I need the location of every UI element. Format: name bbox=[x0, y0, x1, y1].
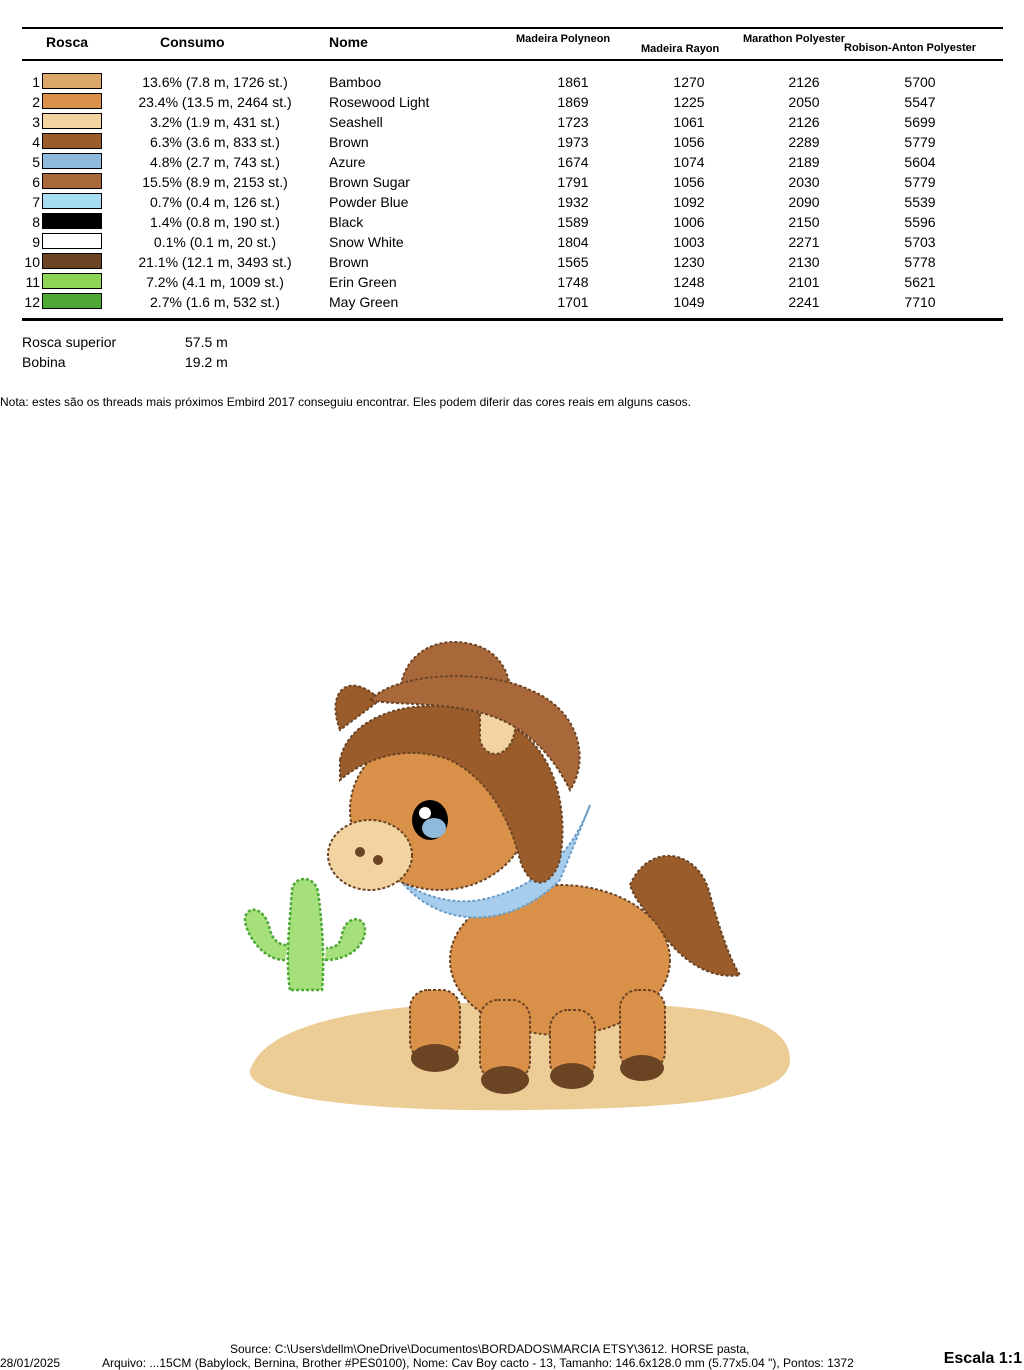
thread-consumption: 0.1% (0.1 m, 20 st.) bbox=[153, 234, 277, 250]
thread-name: Rosewood Light bbox=[329, 94, 430, 110]
robison-anton-code: 5700 bbox=[904, 74, 936, 90]
marathon-code: 2289 bbox=[788, 134, 820, 150]
color-swatch bbox=[42, 233, 102, 249]
thread-consumption: 13.6% (7.8 m, 1726 st.) bbox=[142, 74, 288, 90]
header-marathon-polyester: Marathon Polyester bbox=[743, 33, 846, 45]
thread-note: Nota: estes são os threads mais próximos Embird 2017 conseguiu encontrar. Eles podem diferir das cores reais em alguns casos. bbox=[0, 395, 692, 409]
pony-muzzle bbox=[328, 820, 412, 890]
robison-anton-code: 5703 bbox=[904, 234, 936, 250]
marathon-code: 2090 bbox=[788, 194, 820, 210]
color-swatch bbox=[42, 153, 102, 169]
robison-anton-code: 5779 bbox=[904, 134, 936, 150]
madeira-polyneon-code: 1869 bbox=[557, 94, 589, 110]
madeira-polyneon-code: 1589 bbox=[557, 214, 589, 230]
header-rule bbox=[22, 59, 1003, 61]
thread-consumption: 4.8% (2.7 m, 743 st.) bbox=[150, 154, 280, 170]
thread-name: Brown bbox=[329, 254, 369, 270]
marathon-code: 2126 bbox=[788, 74, 820, 90]
marathon-code: 2271 bbox=[788, 234, 820, 250]
robison-anton-code: 5596 bbox=[904, 214, 936, 230]
thread-consumption: 3.2% (1.9 m, 431 st.) bbox=[150, 114, 280, 130]
thread-row bbox=[0, 292, 1024, 312]
marathon-code: 2050 bbox=[788, 94, 820, 110]
thread-consumption: 1.4% (0.8 m, 190 st.) bbox=[150, 214, 280, 230]
madeira-polyneon-code: 1791 bbox=[557, 174, 589, 190]
thread-name: Snow White bbox=[329, 234, 404, 250]
madeira-polyneon-code: 1674 bbox=[557, 154, 589, 170]
color-swatch bbox=[42, 93, 102, 109]
madeira-polyneon-code: 1973 bbox=[557, 134, 589, 150]
robison-anton-code: 5778 bbox=[904, 254, 936, 270]
thread-number: 1 bbox=[32, 74, 40, 90]
thread-number: 3 bbox=[32, 114, 40, 130]
thread-row bbox=[0, 72, 1024, 92]
thread-number: 9 bbox=[32, 234, 40, 250]
bobbin-value: 19.2 m bbox=[185, 354, 228, 370]
thread-row bbox=[0, 192, 1024, 212]
robison-anton-code: 5539 bbox=[904, 194, 936, 210]
thread-name: Brown Sugar bbox=[329, 174, 410, 190]
robison-anton-code: 5604 bbox=[904, 154, 936, 170]
color-swatch bbox=[42, 113, 102, 129]
color-swatch bbox=[42, 253, 102, 269]
thread-row bbox=[0, 252, 1024, 272]
top-rule bbox=[22, 27, 1003, 29]
thread-row bbox=[0, 92, 1024, 112]
madeira-rayon-code: 1248 bbox=[673, 274, 705, 290]
color-swatch bbox=[42, 193, 102, 209]
header-consumption: Consumo bbox=[160, 34, 225, 50]
madeira-polyneon-code: 1701 bbox=[557, 294, 589, 310]
cactus bbox=[245, 879, 365, 990]
madeira-rayon-code: 1230 bbox=[673, 254, 705, 270]
madeira-rayon-code: 1092 bbox=[673, 194, 705, 210]
footer-date: 28/01/2025 bbox=[0, 1356, 61, 1370]
upper-thread-value: 57.5 m bbox=[185, 334, 228, 350]
robison-anton-code: 5699 bbox=[904, 114, 936, 130]
marathon-code: 2189 bbox=[788, 154, 820, 170]
thread-name: Powder Blue bbox=[329, 194, 409, 210]
thread-number: 11 bbox=[25, 274, 40, 290]
footer-file-info: Arquivo: ...15CM (Babylock, Bernina, Brother #PES0100), Nome: Cav Boy cacto - 13, Tamanho: 146.6x128.0 mm (5.77x5.04 "), Pontos: 1372 bbox=[102, 1356, 854, 1370]
color-swatch bbox=[42, 293, 102, 309]
madeira-rayon-code: 1003 bbox=[673, 234, 705, 250]
thread-number: 7 bbox=[32, 194, 40, 210]
thread-row bbox=[0, 132, 1024, 152]
madeira-rayon-code: 1270 bbox=[673, 74, 705, 90]
robison-anton-code: 5779 bbox=[904, 174, 936, 190]
upper-thread-label: Rosca superior bbox=[22, 334, 117, 350]
thread-number: 12 bbox=[24, 294, 40, 310]
marathon-code: 2101 bbox=[788, 274, 820, 290]
thread-consumption: 23.4% (13.5 m, 2464 st.) bbox=[138, 94, 292, 110]
marathon-code: 2126 bbox=[788, 114, 820, 130]
madeira-rayon-code: 1049 bbox=[673, 294, 705, 310]
madeira-polyneon-code: 1565 bbox=[557, 254, 589, 270]
color-swatch bbox=[42, 133, 102, 149]
marathon-code: 2030 bbox=[788, 174, 820, 190]
thread-consumption: 6.3% (3.6 m, 833 st.) bbox=[150, 134, 280, 150]
thread-consumption: 2.7% (1.6 m, 532 st.) bbox=[150, 294, 280, 310]
scale-label: Escala 1:1 bbox=[943, 1350, 1022, 1367]
color-swatch bbox=[42, 173, 102, 189]
thread-number: 8 bbox=[32, 214, 40, 230]
thread-consumption: 15.5% (8.9 m, 2153 st.) bbox=[142, 174, 288, 190]
robison-anton-code: 5547 bbox=[904, 94, 936, 110]
marathon-code: 2150 bbox=[788, 214, 820, 230]
color-swatch bbox=[42, 73, 102, 89]
header-madeira-polyneon: Madeira Polyneon bbox=[516, 33, 611, 45]
thread-name: Bamboo bbox=[329, 74, 382, 90]
thread-name: Brown bbox=[329, 134, 369, 150]
thread-row bbox=[0, 152, 1024, 172]
thread-number: 4 bbox=[32, 134, 40, 150]
thread-consumption: 21.1% (12.1 m, 3493 st.) bbox=[138, 254, 292, 270]
header-madeira-rayon: Madeira Rayon bbox=[641, 43, 720, 55]
thread-name: Azure bbox=[329, 154, 366, 170]
thread-number: 10 bbox=[24, 254, 40, 270]
madeira-polyneon-code: 1861 bbox=[557, 74, 589, 90]
thread-number: 6 bbox=[32, 174, 40, 190]
robison-anton-code: 5621 bbox=[904, 274, 936, 290]
thread-name: Erin Green bbox=[329, 274, 397, 290]
thread-number: 5 bbox=[32, 154, 40, 170]
robison-anton-code: 7710 bbox=[904, 294, 936, 310]
madeira-polyneon-code: 1804 bbox=[557, 234, 589, 250]
color-swatch bbox=[42, 213, 102, 229]
madeira-polyneon-code: 1723 bbox=[557, 114, 589, 130]
thread-row bbox=[0, 232, 1024, 252]
madeira-rayon-code: 1225 bbox=[673, 94, 705, 110]
thread-name: May Green bbox=[329, 294, 399, 310]
marathon-code: 2241 bbox=[788, 294, 820, 310]
madeira-rayon-code: 1056 bbox=[673, 134, 705, 150]
bottom-rule bbox=[22, 318, 1003, 321]
thread-consumption: 7.2% (4.1 m, 1009 st.) bbox=[146, 274, 284, 290]
thread-number: 2 bbox=[32, 94, 40, 110]
madeira-polyneon-code: 1932 bbox=[557, 194, 589, 210]
thread-name: Black bbox=[329, 214, 364, 230]
header-robison-anton: Robison-Anton Polyester bbox=[844, 42, 977, 54]
madeira-rayon-code: 1061 bbox=[673, 114, 705, 130]
madeira-polyneon-code: 1748 bbox=[557, 274, 589, 290]
thread-row bbox=[0, 172, 1024, 192]
thread-row bbox=[0, 212, 1024, 232]
color-swatch bbox=[42, 273, 102, 289]
thread-consumption: 0.7% (0.4 m, 126 st.) bbox=[150, 194, 280, 210]
marathon-code: 2130 bbox=[788, 254, 820, 270]
footer-source: Source: C:\Users\dellm\OneDrive\Documentos\BORDADOS\MARCIA ETSY\3612. HORSE pasta, bbox=[230, 1342, 750, 1356]
thread-name: Seashell bbox=[329, 114, 383, 130]
header-thread: Rosca bbox=[46, 34, 89, 50]
thread-row bbox=[0, 272, 1024, 292]
header-name: Nome bbox=[329, 34, 368, 50]
madeira-rayon-code: 1006 bbox=[673, 214, 705, 230]
bobbin-label: Bobina bbox=[22, 354, 66, 370]
madeira-rayon-code: 1056 bbox=[673, 174, 705, 190]
madeira-rayon-code: 1074 bbox=[673, 154, 705, 170]
thread-row bbox=[0, 112, 1024, 132]
embroidery-design bbox=[230, 630, 800, 1120]
